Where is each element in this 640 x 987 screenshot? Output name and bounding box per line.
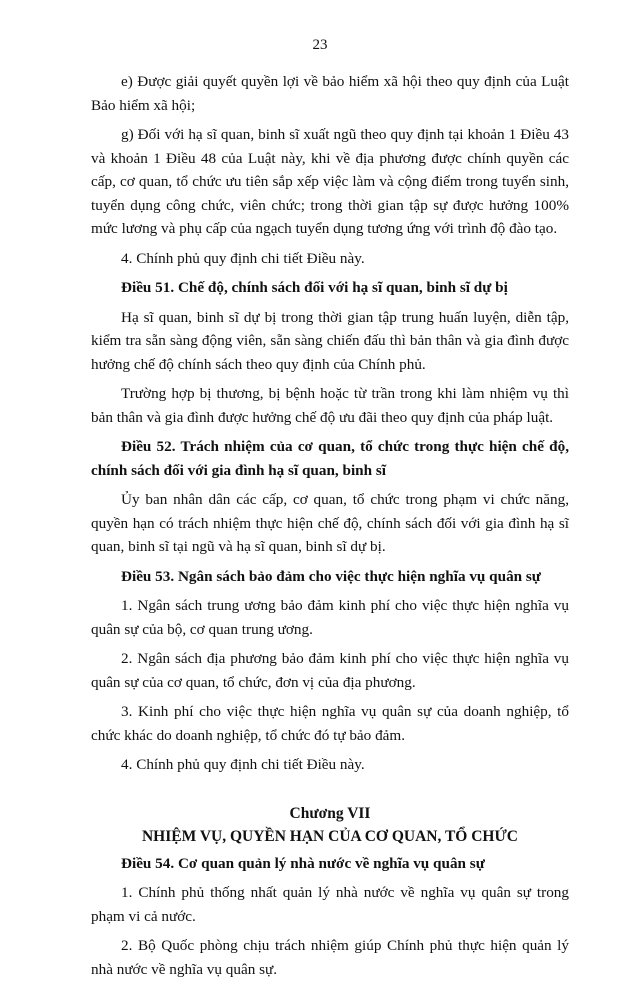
article-53-paragraph: 3. Kinh phí cho việc thực hiện nghĩa vụ quân sự của doanh nghiệp, tổ chức khác do doanh nghiệp, tổ chức đó tự bảo đảm. <box>91 703 569 744</box>
paragraph-e: e) Được giải quyết quyền lợi về bảo hiểm xã hội theo quy định của Luật Bảo hiểm xã hội; <box>91 73 569 114</box>
article-53-paragraph: 4. Chính phủ quy định chi tiết Điều này. <box>121 756 365 773</box>
article-51-paragraph: Hạ sĩ quan, binh sĩ dự bị trong thời gian tập trung huấn luyện, diễn tập, kiểm tra sẵn sàng động viên, sẵn sàng chiến đấu thì bản thân và gia đình được hưởng chế độ chính sách theo quy định của Chính phủ. <box>91 308 569 373</box>
article-53-paragraph: 1. Ngân sách trung ương bảo đảm kinh phí cho việc thực hiện nghĩa vụ quân sự của bộ, cơ quan trung ương. <box>91 597 569 638</box>
chapter-label: Chương VII <box>289 804 371 822</box>
article-51-paragraph: Trường hợp bị thương, bị bệnh hoặc từ trần trong khi làm nhiệm vụ thì bản thân và gia đình được hưởng chế độ ưu đãi theo quy định của pháp luật. <box>91 385 569 426</box>
article-53-paragraph: 2. Ngân sách địa phương bảo đảm kinh phí cho việc thực hiện nghĩa vụ quân sự của cơ quan, tổ chức, đơn vị của địa phương. <box>91 650 569 691</box>
article-52-paragraph: Ủy ban nhân dân các cấp, cơ quan, tổ chức trong phạm vi chức năng, quyền hạn có trách nhiệm thực hiện chế độ, chính sách đối với gia đình hạ sĩ quan, binh sĩ tại ngũ và hạ sĩ quan, binh sĩ dự bị. <box>91 491 569 555</box>
page-content <box>91 70 569 987</box>
article-51-heading: Điều 51. Chế độ, chính sách đối với hạ sĩ quan, binh sĩ dự bị <box>121 279 508 296</box>
paragraph-g: g) Đối với hạ sĩ quan, binh sĩ xuất ngũ theo quy định tại khoản 1 Điều 43 và khoản 1 Điều 48 của Luật này, khi về địa phương được chính quyền các cấp, cơ quan, tổ chức ưu tiên sắp xếp việc làm và cộng điểm trong tuyển sinh, tuyển dụng công chức, viên chức; trong thời gian tập sự được hưởng 100% mức lương và phụ cấp của ngạch tuyển dụng tương ứng với trình độ đào tạo. <box>91 126 569 237</box>
article-54-heading: Điều 54. Cơ quan quản lý nhà nước về nghĩa vụ quân sự <box>121 854 485 872</box>
article-54-paragraph: 2. Bộ Quốc phòng chịu trách nhiệm giúp Chính phủ thực hiện quản lý nhà nước về nghĩa vụ quân sự. <box>91 937 569 978</box>
article-53-heading: Điều 53. Ngân sách bảo đảm cho việc thực hiện nghĩa vụ quân sự <box>121 567 541 585</box>
article-54-paragraph: 1. Chính phủ thống nhất quản lý nhà nước về nghĩa vụ quân sự trong phạm vi cả nước. <box>91 884 569 925</box>
article-52-heading: Điều 52. Trách nhiệm của cơ quan, tổ chức trong thực hiện chế độ, chính sách đối với gia đình hạ sĩ quan, binh sĩ <box>91 438 569 479</box>
page-number: 23 <box>312 37 328 53</box>
chapter-title: NHIỆM VỤ, QUYỀN HẠN CỦA CƠ QUAN, TỔ CHỨC <box>141 828 519 845</box>
paragraph-4: 4. Chính phủ quy định chi tiết Điều này. <box>121 249 365 267</box>
chapter-spacer <box>91 783 569 802</box>
